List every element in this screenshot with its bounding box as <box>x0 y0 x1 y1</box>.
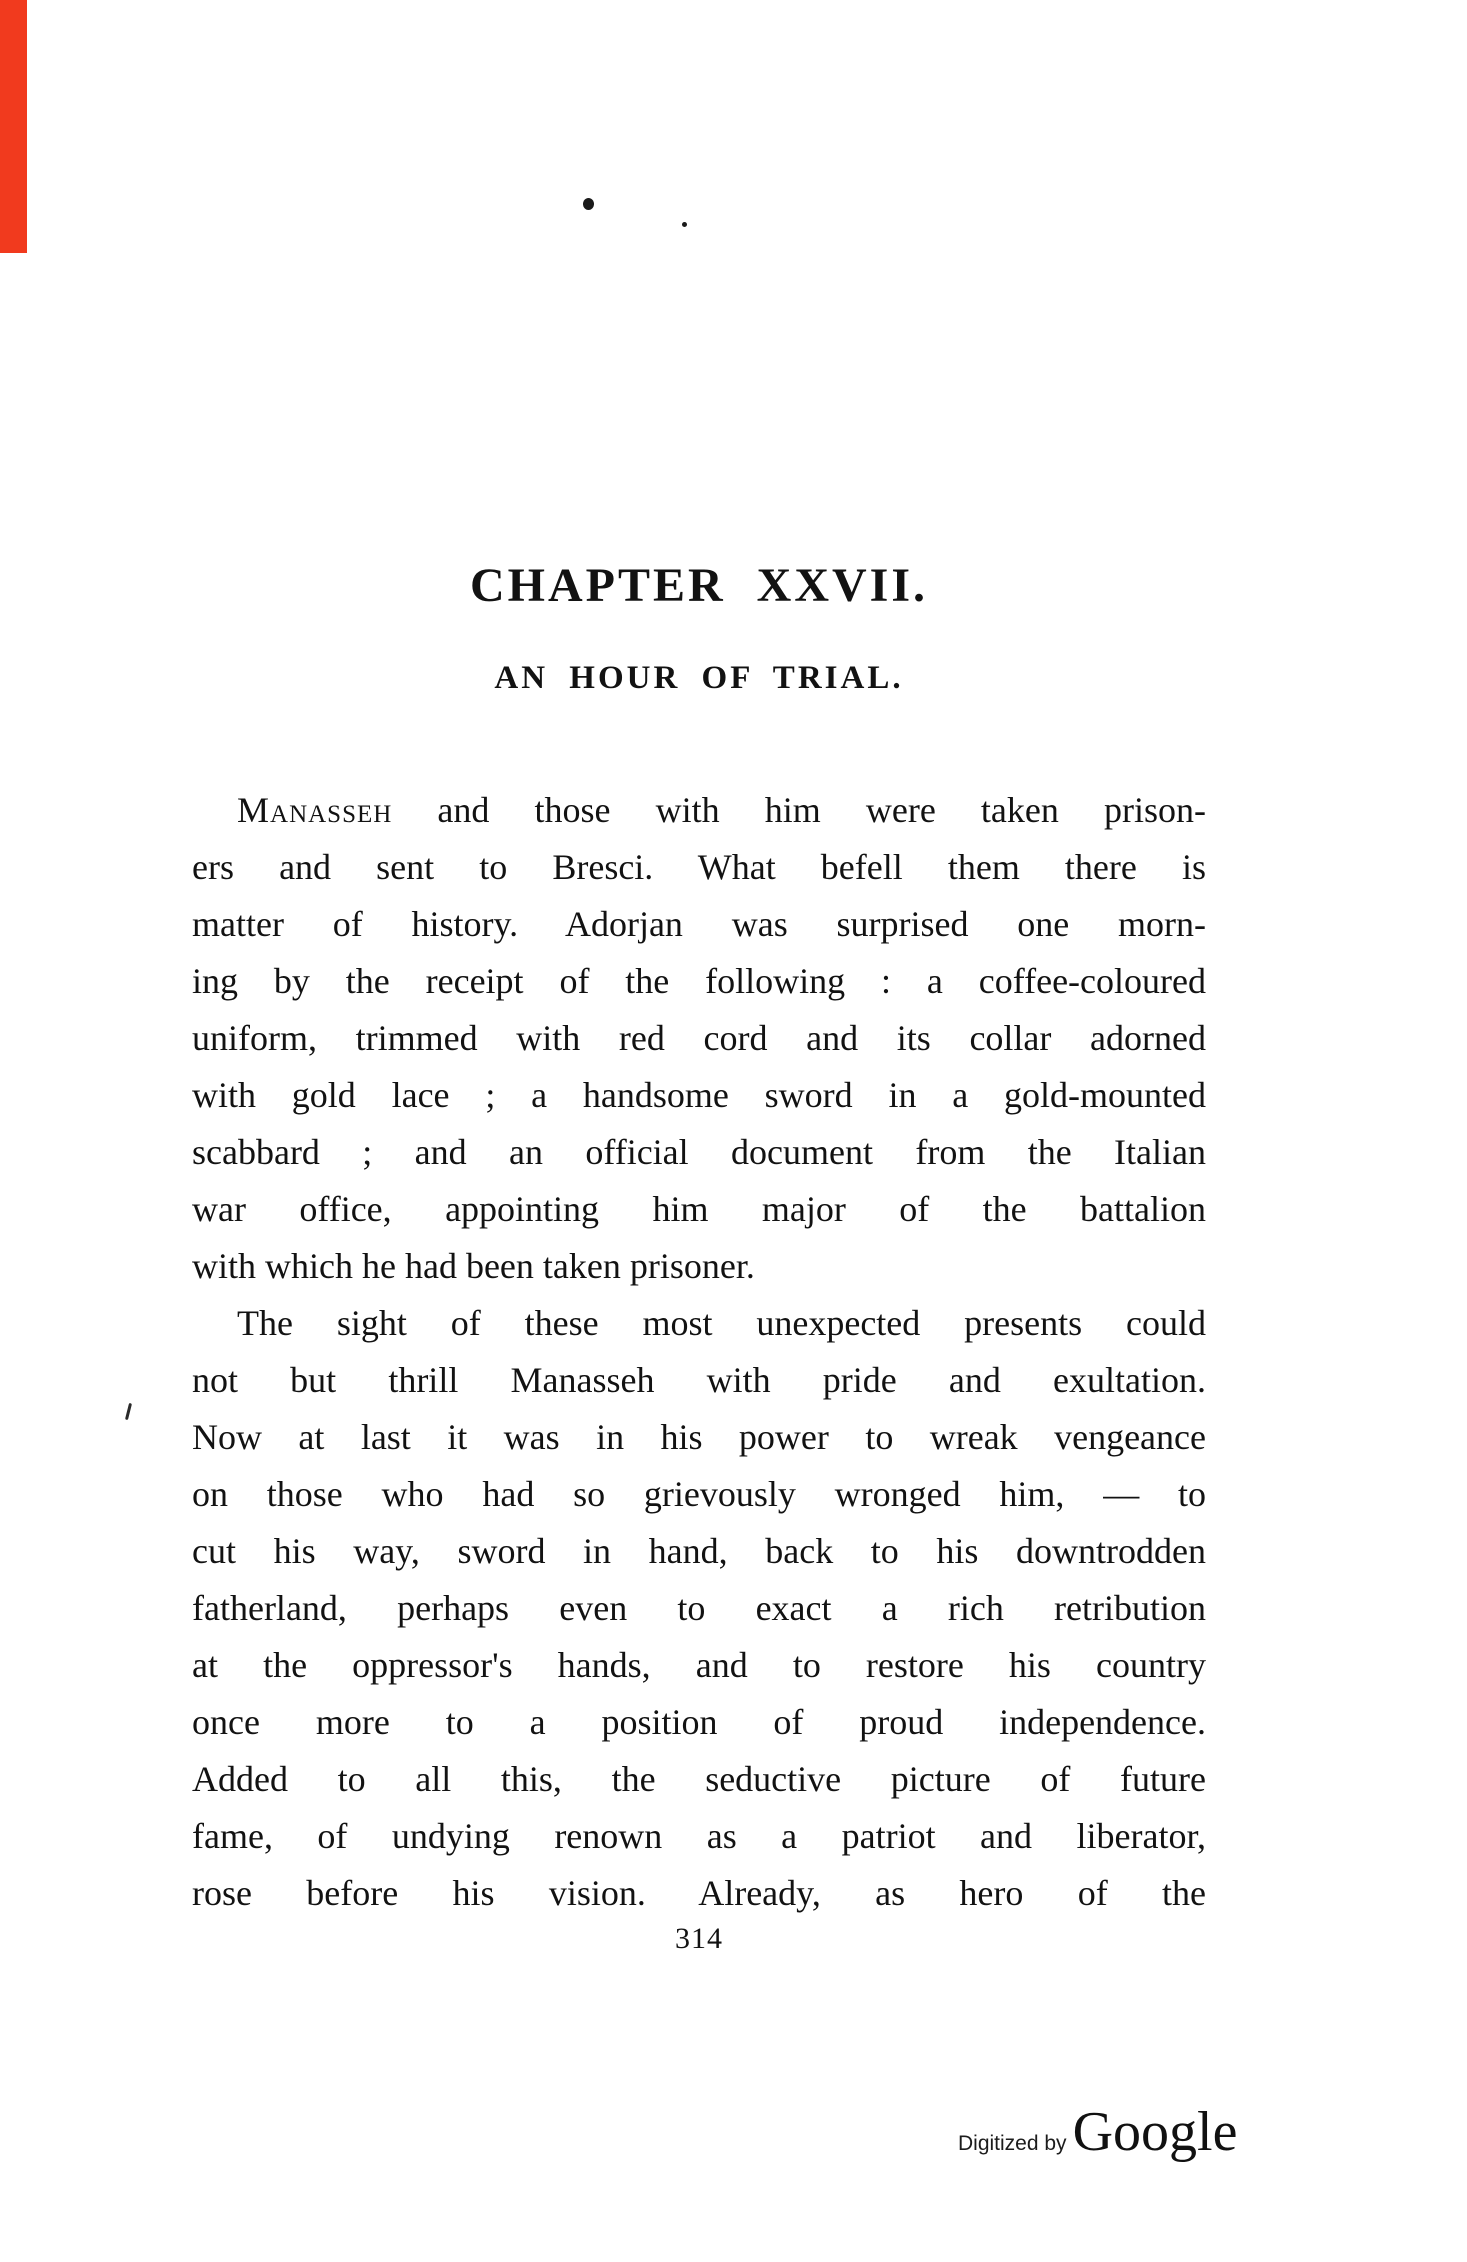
smallcaps-lead-word: Manasseh <box>237 790 393 830</box>
text-line: The sight of these most unexpected presents could <box>237 1303 1206 1343</box>
text-line: fatherland, perhaps even to exact a rich retribution <box>192 1588 1206 1628</box>
text-line: once more to a position of proud independence. <box>192 1702 1206 1742</box>
text-line: Manasseh and those with him were taken prison- <box>237 790 1206 830</box>
text-line: rose before his vision. Already, as hero of the <box>192 1873 1206 1913</box>
text-line: ing by the receipt of the following : a coffee-coloured <box>192 961 1206 1001</box>
footer <box>958 2100 1237 2164</box>
scan-edge-strip <box>0 0 27 253</box>
text-line: scabbard ; and an official document from the Italian <box>192 1132 1206 1172</box>
margin-stray-mark <box>125 1403 132 1420</box>
text-line: fame, of undying renown as a patriot and liberator, <box>192 1816 1206 1856</box>
text-line: Added to all this, the seductive picture of future <box>192 1759 1206 1799</box>
section-heading: AN HOUR OF TRIAL. <box>494 660 904 696</box>
ink-dot-small <box>682 222 687 227</box>
ink-dot-large <box>583 198 594 210</box>
text-line: with which he had been taken prisoner. <box>192 1246 755 1286</box>
text-line: at the oppressor's hands, and to restore his country <box>192 1645 1206 1685</box>
google-logo: Google <box>1072 2101 1238 2163</box>
chapter-heading: CHAPTER XXVII. <box>469 559 929 612</box>
body-text <box>192 782 1206 1922</box>
text-line: not but thrill Manasseh with pride and exultation. <box>192 1360 1206 1400</box>
text-line: Now at last it was in his power to wreak vengeance <box>192 1417 1206 1457</box>
text-line: uniform, trimmed with red cord and its collar adorned <box>192 1018 1206 1058</box>
digitized-by-label: Digitized by <box>958 2132 1067 2155</box>
text-line: with gold lace ; a handsome sword in a gold-mounted <box>192 1075 1206 1115</box>
text-line: cut his way, sword in hand, back to his downtrodden <box>192 1531 1206 1571</box>
text-line: matter of history. Adorjan was surprised one morn- <box>192 904 1206 944</box>
text-line: ers and sent to Bresci. What befell them there is <box>192 847 1206 887</box>
text-line: on those who had so grievously wronged him, — to <box>192 1474 1206 1514</box>
text-line: war office, appointing him major of the battalion <box>192 1189 1206 1229</box>
page-number: 314 <box>675 1922 723 1955</box>
